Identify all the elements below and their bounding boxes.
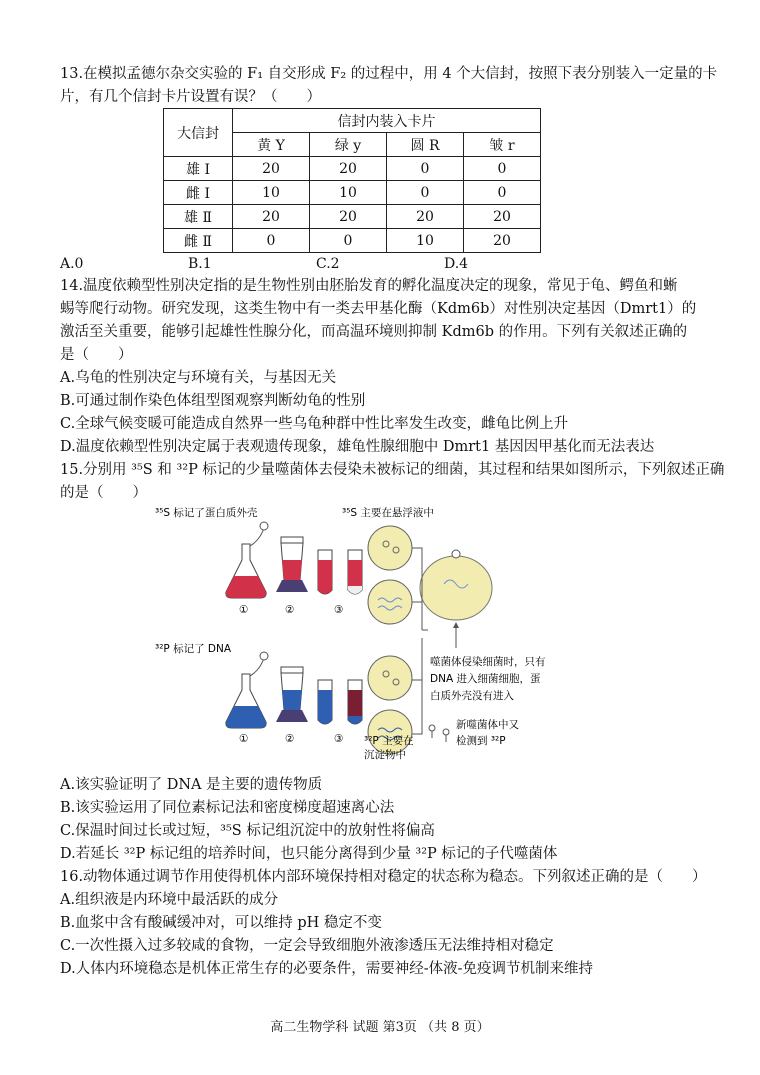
cell-s35-upper [368, 526, 412, 570]
q13-card-table [163, 108, 541, 253]
row-label: 雄 Ⅰ [164, 157, 233, 181]
note-line1: 噬菌体侵染细菌时，只有 [430, 656, 546, 668]
new-phage-line2: 检测到 ³²P [456, 735, 506, 747]
label-s35: ³⁵S 标记了蛋白质外壳 [155, 507, 258, 519]
table-head-envelope: 大信封 [164, 109, 233, 157]
q15-option-c: C.保温时间过长或过短，³⁵S 标记组沉淀中的放射性将偏高 [60, 823, 435, 839]
step-2-top: ② [285, 604, 295, 616]
q13-stem-line2: 片，有几个信封卡片设置有误？（ ） [60, 89, 321, 105]
q15-stem-line2: 的是（ ） [60, 485, 147, 501]
q13-option-c: C.2 [316, 256, 340, 272]
q14-option-a: A.乌龟的性别决定与环境有关，与基因无关 [60, 370, 337, 386]
row-label: 雄 Ⅱ [164, 205, 233, 229]
table-subhead: 皱 r [464, 133, 541, 157]
q13-stem-line1: 13.在模拟孟德尔杂交实验的 F₁ 自交形成 F₂ 的过程中，用 4 个大信封，按照下表分别装入一定量的卡 [60, 66, 718, 82]
blender-s35 [276, 537, 308, 592]
cell-s35-lower [368, 580, 412, 624]
q16-option-d: D.人体内环境稳态是机体正常生存的必要条件，需要神经-体液-免疫调节机制来维持 [60, 961, 594, 977]
q13-option-b: B.1 [188, 256, 212, 272]
table-cell: 20 [387, 205, 464, 229]
tube-s35-a [318, 550, 332, 594]
q14-stem-line3: 激活至关重要，能够引起雄性性腺分化，而高温环境则抑制 Kdm6b 的作用。下列有关叙述正确的 [60, 324, 688, 340]
table-subhead: 黄 Y [233, 133, 310, 157]
table-cell: 20 [233, 205, 310, 229]
table-cell: 0 [387, 157, 464, 181]
q14-option-d: D.温度依赖型性别决定属于表观遗传现象，雄龟性腺细胞中 Dmrt1 基因因甲基化而无法表达 [60, 439, 655, 455]
q16-stem-line1: 16.动物体通过调节作用使得机体内部环境保持相对稳定的状态称为稳态。下列叙述正确的是（ ） [60, 869, 707, 885]
table-row [164, 181, 541, 205]
table-row [164, 229, 541, 253]
q15-option-b: B.该实验运用了同位素标记法和密度梯度超速离心法 [60, 800, 395, 816]
q16-option-b: B.血浆中含有酸碱缓冲对，可以维持 pH 稳定不变 [60, 915, 382, 931]
q16-option-a: A.组织液是内环境中最活跃的成分 [60, 892, 279, 908]
table-cell: 0 [233, 229, 310, 253]
cell-p32-lower [368, 710, 412, 754]
label-p32-result-1: ³²P 主要在 [364, 735, 414, 747]
table-cell: 0 [464, 181, 541, 205]
tube-p32-b [348, 680, 362, 724]
cell-infection [420, 550, 492, 620]
q16-option-c: C.一次性摄入过多较咸的食物，一定会导致细胞外液渗透压无法维持相对稳定 [60, 938, 554, 954]
step-1-top: ① [239, 604, 249, 616]
table-cell: 20 [233, 157, 310, 181]
cell-p32-upper [368, 656, 412, 700]
step-2-bottom: ② [285, 733, 295, 745]
q14-stem-line2: 蜴等爬行动物。研究发现，这类生物中有一类去甲基化酶（Kdm6b）对性别决定基因（Dmrt1）的 [60, 301, 697, 317]
table-subhead: 圆 R [387, 133, 464, 157]
flask-s35 [226, 522, 268, 598]
row-label: 雌 Ⅱ [164, 229, 233, 253]
q13-option-d: D.4 [444, 256, 469, 272]
new-phage-line1: 新噬菌体中又 [456, 719, 519, 731]
phage-experiment-figure [150, 502, 550, 762]
q14-stem-line1: 14.温度依赖型性别决定指的是生物性别由胚胎发育的孵化温度决定的现象，常见于龟、鳄鱼和蜥 [60, 278, 678, 294]
table-cell: 10 [233, 181, 310, 205]
q14-stem-line4: 是（ ） [60, 347, 133, 363]
table-cell: 0 [464, 157, 541, 181]
row-label: 雌 Ⅰ [164, 181, 233, 205]
tube-p32-a [318, 680, 332, 724]
q14-option-c: C.全球气候变暖可能造成自然界一些乌龟种群中性比率发生改变，雌龟比例上升 [60, 416, 569, 432]
label-p32: ³²P 标记了 DNA [155, 643, 232, 655]
note-line2: DNA 进入细菌细胞，蛋 [430, 673, 541, 685]
table-row [164, 157, 541, 181]
table-cell: 0 [310, 229, 387, 253]
table-cell: 20 [310, 205, 387, 229]
table-cell: 10 [310, 181, 387, 205]
table-cell: 10 [387, 229, 464, 253]
table-head-cards: 信封内装入卡片 [233, 109, 541, 133]
step-3-bottom: ③ [334, 733, 344, 745]
table-cell: 20 [310, 157, 387, 181]
note-line3: 白质外壳没有进入 [430, 690, 514, 702]
table-cell: 20 [464, 229, 541, 253]
blender-p32 [276, 667, 308, 722]
table-cell: 20 [464, 205, 541, 229]
q15-option-a: A.该实验证明了 DNA 是主要的遗传物质 [60, 777, 323, 793]
step-3-top: ③ [334, 604, 344, 616]
q15-stem-line1: 15.分别用 ³⁵S 和 ³²P 标记的少量噬菌体去侵染未被标记的细菌，其过程和结果如图所示，下列叙述正确 [60, 462, 725, 478]
flask-p32 [226, 652, 268, 728]
step-1-bottom: ① [239, 733, 249, 745]
q14-option-b: B.可通过制作染色体组型图观察判断幼龟的性别 [60, 393, 366, 409]
table-row [164, 205, 541, 229]
table-subhead: 绿 y [310, 133, 387, 157]
page-footer: 高二生物学科 试题 第3页 （共 8 页） [270, 1020, 490, 1035]
q15-option-d: D.若延长 ³²P 标记组的培养时间，也只能分离得到少量 ³²P 标记的子代噬菌体 [60, 846, 558, 862]
tube-s35-b [348, 550, 362, 594]
table-cell: 0 [387, 181, 464, 205]
q13-option-a: A.0 [60, 256, 84, 272]
label-s35-result: ³⁵S 主要在悬浮液中 [342, 507, 434, 519]
label-p32-result-2: 沉淀物中 [364, 749, 406, 761]
